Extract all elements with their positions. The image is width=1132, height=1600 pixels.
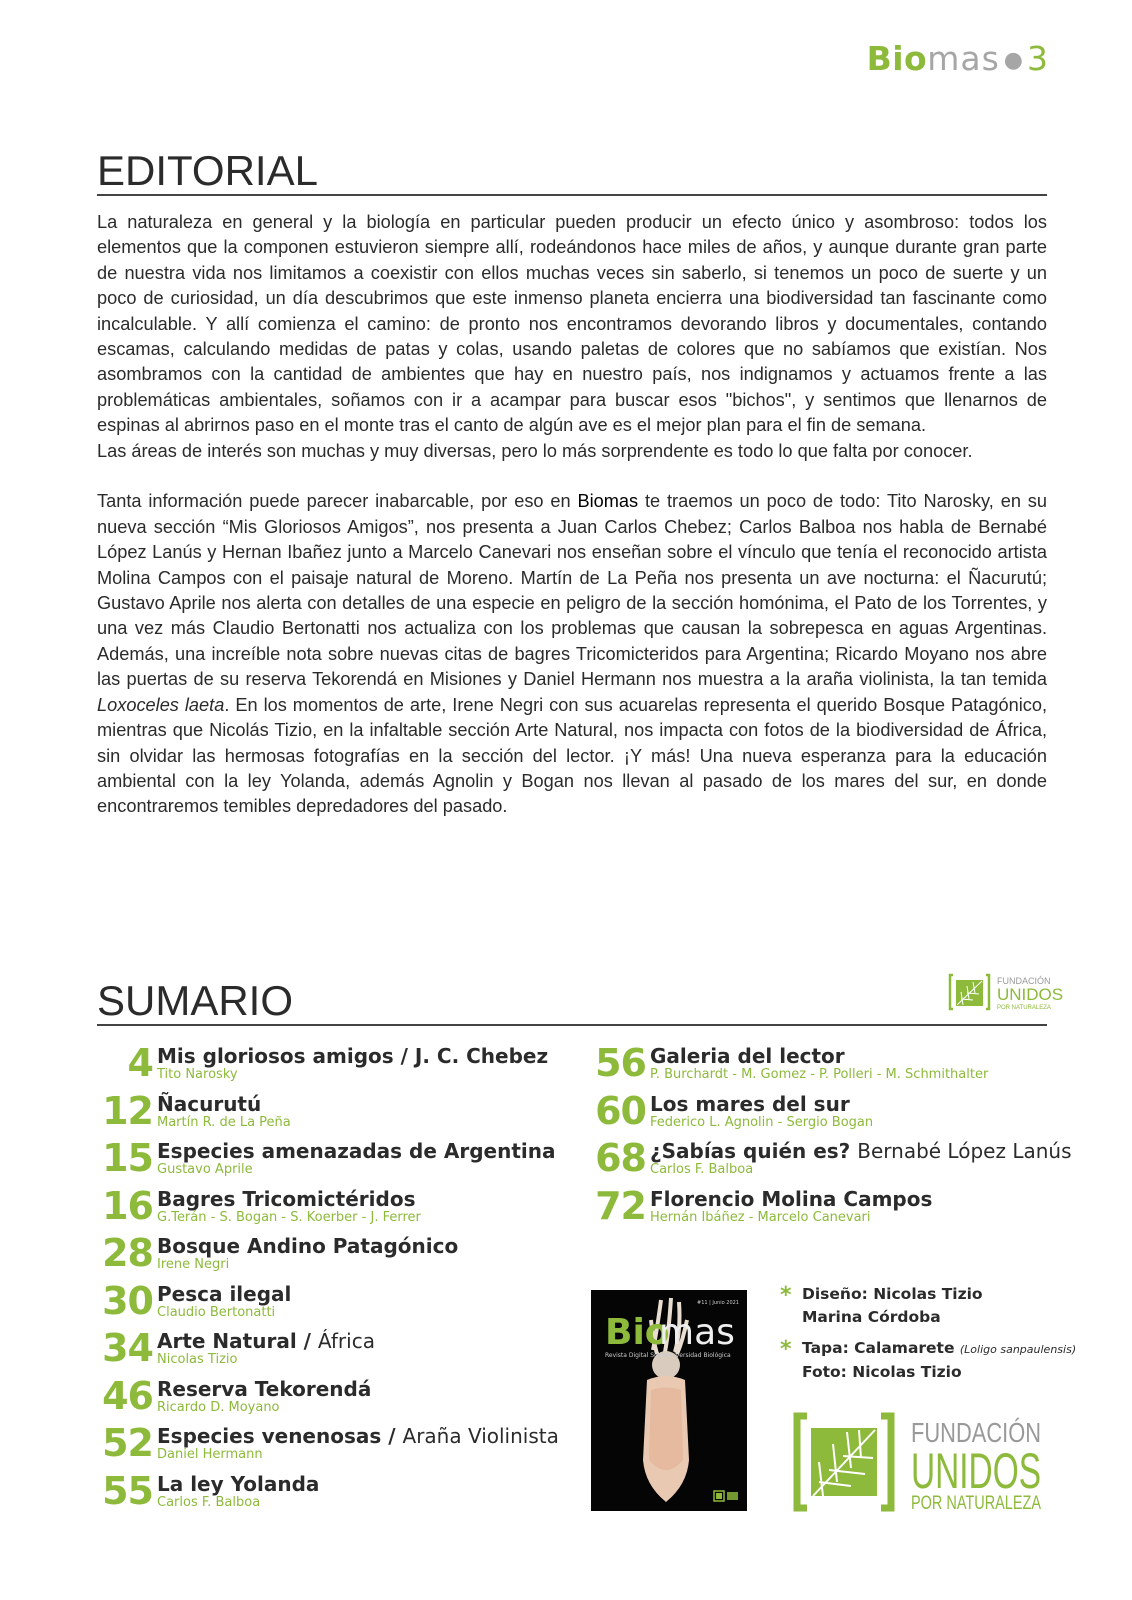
brand-mention: Biomas [577, 491, 639, 512]
toc-author: Irene Negri [157, 1257, 230, 1272]
toc-item[interactable] [590, 1183, 1072, 1234]
editorial-body [97, 210, 1047, 820]
toc-text [157, 1328, 375, 1367]
toc-item[interactable] [590, 1043, 1072, 1091]
toc-right-column [590, 1043, 1072, 1233]
toc-author: Carlos F. Balboa [650, 1162, 754, 1177]
editorial-title: EDITORIAL [97, 147, 318, 194]
toc-author: Daniel Hermann [157, 1447, 263, 1462]
toc-page-number: 68 [595, 1136, 646, 1180]
toc-page-number: 34 [102, 1326, 153, 1370]
toc-item[interactable] [590, 1138, 1072, 1186]
toc-page-number: 30 [102, 1278, 153, 1323]
editorial-text: te traemos un poco de todo: Tito Narosky, en su nueva sección “Mis Gloriosos Amigos”, nos presenta a Juan Carlos Chebez; Carlos Balboa nos habla de Bernabé López Lanús y Hernan Ibañez junto a Marcelo Canevari nos enseñan sobre el vínculo que tenía el reconocido artista Molina Campos con el paisaje natural de Moreno. Martín de La Peña nos presenta un ave nocturna: el Ñacurutú; Gustavo Aprile nos alerta con detalles de una especie en peligro de la sección homónima, el Pato de los Torrentes, y una vez más Claudio Bertonatti nos actualiza con los problemas que causan la sobrepesca en aguas Argentinas. Además, una increíble nota sobre nuevas citas de bagres Tricomicteridos para Argentina; Ricardo Moyano nos abre las puertas de su reserva Tekorendá en Misiones y Daniel Hermann nos muestra a la araña violinista, la tan temida [97, 491, 1047, 690]
logo-line2: UNIDOS [997, 985, 1064, 1004]
toc-item[interactable] [97, 1373, 559, 1424]
brand-mas: mas [927, 39, 1000, 78]
toc-page-number: 72 [595, 1183, 646, 1228]
toc-item[interactable] [97, 1233, 559, 1281]
asterisk-icon: * [780, 1283, 792, 1308]
toc-text [157, 1281, 291, 1320]
toc-title-main: Bosque Andino Patagónico [157, 1234, 459, 1258]
toc-title-main: Ñacurutú [157, 1091, 262, 1116]
logo-line3: POR NATURALEZA [911, 1493, 1042, 1514]
toc-title-sub: Bernabé López Lanús [857, 1139, 1072, 1163]
toc-title [650, 1188, 932, 1210]
leaf-bracket-icon [950, 975, 989, 1009]
toc-title-main: Arte Natural / [157, 1329, 318, 1353]
toc-author: Federico L. Agnolin - Sergio Bogan [650, 1114, 874, 1130]
editorial-text: Tanta información puede parecer inabarcable, por eso en [97, 491, 578, 512]
cover-species: (Loligo sanpaulensis) [959, 1343, 1077, 1356]
toc-item[interactable] [97, 1328, 559, 1376]
toc-page-number: 16 [102, 1183, 153, 1228]
species-name: Loxoceles laeta [97, 694, 225, 715]
toc-page-number: 4 [127, 1041, 153, 1085]
toc-title [650, 1140, 1072, 1162]
toc-title-main: Galeria del lector [650, 1044, 845, 1068]
toc-title [650, 1093, 873, 1115]
sumario-divider [97, 1024, 1047, 1026]
toc-title-main: Mis gloriosos amigos / J. C. Chebez [157, 1044, 549, 1068]
toc-title-main: Bagres Tricomictéridos [157, 1186, 416, 1211]
editorial-paragraph: Las áreas de interés son muchas y muy diversas, pero lo más sorprendente es todo lo que falta por conocer. [97, 440, 973, 461]
cover-brand-mas: mas [659, 1312, 735, 1353]
toc-title-main: Especies amenazadas de Argentina [157, 1139, 556, 1163]
toc-author: P. Burchardt - M. Gomez - P. Polleri - M. Schmithalter [650, 1067, 989, 1082]
brand-bio: Bio [866, 39, 928, 78]
toc-item[interactable] [97, 1138, 559, 1186]
leaf-bracket-icon [797, 1416, 891, 1508]
toc-page-number: 56 [595, 1041, 646, 1085]
toc-item[interactable] [590, 1088, 1072, 1139]
toc-item[interactable] [97, 1423, 559, 1471]
toc-title-main: Florencio Molina Campos [650, 1186, 933, 1211]
toc-title [157, 1235, 458, 1257]
design-credit [780, 1283, 1076, 1329]
toc-author: Gustavo Aprile [157, 1162, 253, 1177]
toc-text [650, 1186, 932, 1225]
editorial-paragraph: La naturaleza en general y la biología en particular pueden producir un efecto único y asombroso: todos los elementos que la componen estuvieron siempre allí, rodeándonos hace miles de años, y aunque durante gran parte de nuestra vida nos limitamos a coexistir con ellos muchas veces sin saberlo, si tenemos un poco de suerte y un poco de curiosidad, un día descubrimos que este inmenso planeta encierra una biodiversidad tan fascinante como incalculable. Y allí comienza el camino: de pronto nos encontramos devorando libros y documentales, contando escamas, calculando medidas de patas y colas, usando paletas de colores que no sabíamos que existían. Nos asombramos con la cantidad de ambientes que hay en nuestro país, nos indignamos y actuamos frente a las problemáticas ambientales, soñamos con ir a acampar para buscar esos "bichos", y sentimos que llenarnos de espinas al abrirnos paso en el monte tras el canto de algún ave es el mejor plan para el fin de semana. [97, 212, 1047, 436]
toc-title [157, 1425, 559, 1447]
toc-title [157, 1140, 556, 1162]
cover-issue: #11 | Junio 2021 [697, 1300, 739, 1306]
toc-page-number: 28 [102, 1231, 153, 1275]
toc-page-number: 15 [102, 1136, 153, 1180]
logo-line3: POR NATURALEZA [997, 1005, 1051, 1011]
toc-page-number: 60 [595, 1088, 646, 1133]
toc-title-main: La ley Yolanda [157, 1471, 320, 1496]
toc-item[interactable] [97, 1043, 559, 1091]
toc-author: Martín R. de La Peña [157, 1114, 291, 1130]
toc-text [650, 1043, 988, 1082]
logo-line1: FUNDACIÓN [911, 1417, 1041, 1448]
toc-title-sub: África [317, 1329, 375, 1353]
asterisk-icon: * [780, 1337, 792, 1362]
toc-text [157, 1138, 556, 1177]
toc-author: Hernán Ibáñez - Marcelo Canevari [650, 1209, 871, 1225]
toc-page-number: 52 [102, 1421, 153, 1465]
toc-title [157, 1045, 548, 1067]
toc-author: Carlos F. Balboa [157, 1494, 261, 1510]
toc-left-column [97, 1043, 559, 1518]
editorial-divider [97, 194, 1047, 196]
logo-line1: FUNDACIÓN [997, 976, 1051, 986]
editorial-paragraph [97, 489, 1047, 819]
design-credit-line1: Diseño: Nicolas Tizio [802, 1285, 983, 1303]
toc-title-main: Los mares del sur [650, 1091, 850, 1116]
toc-text [157, 1043, 548, 1082]
cover-credit-line2: Foto: Nicolas Tizio [802, 1363, 962, 1381]
toc-text [157, 1376, 371, 1415]
toc-text [157, 1471, 319, 1510]
bullet-icon: ● [1003, 47, 1023, 73]
toc-title-sub: Araña Violinista [402, 1424, 559, 1448]
toc-item[interactable] [97, 1278, 559, 1329]
toc-title-main: Reserva Tekorendá [157, 1376, 372, 1401]
toc-text [157, 1233, 458, 1272]
toc-text [157, 1423, 559, 1462]
toc-title-main: Pesca ilegal [157, 1281, 292, 1306]
toc-page-number: 46 [102, 1373, 153, 1418]
toc-title [157, 1473, 319, 1495]
toc-title [157, 1378, 371, 1400]
toc-title [650, 1045, 988, 1067]
toc-title-main: ¿Sabías quién es? [650, 1139, 858, 1163]
credits-block [780, 1283, 1076, 1392]
cover-brand-bio: Bio [605, 1312, 670, 1353]
toc-author: Nicolas Tizio [157, 1352, 238, 1367]
toc-page-number: 12 [102, 1088, 153, 1133]
cover-credit [780, 1337, 1076, 1384]
logo-line2: UNIDOS [911, 1443, 1041, 1499]
design-credit-line2: Marina Córdoba [802, 1308, 941, 1326]
toc-item[interactable] [97, 1183, 559, 1234]
editorial-text: . En los momentos de arte, Irene Negri con sus acuarelas representa el querido Bosque Patagónico, mientras que Nicolás Tizio, en la infaltable sección Arte Natural, nos impacta con fotos de la biodiversidad de África, sin olvidar las hermosas fotografías en la sección del lector. ¡Y más! Una nueva esperanza para la educación ambiental con la ley Yolanda, además Agnolin y Bogan nos llevan al pasado de los mares del sur, en donde encontraremos temibles depredadores del pasado. [97, 694, 1048, 817]
toc-title [157, 1330, 375, 1352]
cover-thumbnail [591, 1290, 747, 1511]
toc-title [157, 1093, 291, 1115]
magazine-brand-header [866, 39, 1048, 78]
toc-text [650, 1138, 1072, 1177]
toc-item[interactable] [97, 1088, 559, 1139]
toc-text [650, 1091, 873, 1130]
cover-logo-icon [713, 1489, 739, 1503]
toc-text [157, 1091, 291, 1130]
toc-title-main: Especies venenosas / [157, 1424, 403, 1448]
toc-page-number: 55 [102, 1468, 153, 1513]
toc-title [157, 1188, 421, 1210]
cover-subtitle: Revista Digital Sobre Diversidad Biológica [605, 1352, 731, 1359]
toc-author: G.Terán - S. Bogan - S. Koerber - J. Ferrer [157, 1209, 421, 1225]
toc-text [157, 1186, 421, 1225]
fundacion-logo-small [949, 972, 1064, 1016]
toc-item[interactable] [97, 1468, 559, 1519]
cover-credit-line1: Tapa: Calamarete [802, 1339, 960, 1357]
page-number: 3 [1027, 39, 1048, 78]
fundacion-logo-large [793, 1412, 1053, 1516]
toc-author: Claudio Bertonatti [157, 1304, 276, 1320]
toc-author: Ricardo D. Moyano [157, 1399, 280, 1415]
sumario-title: SUMARIO [97, 977, 294, 1024]
toc-title [157, 1283, 291, 1305]
toc-author: Tito Narosky [157, 1067, 238, 1082]
